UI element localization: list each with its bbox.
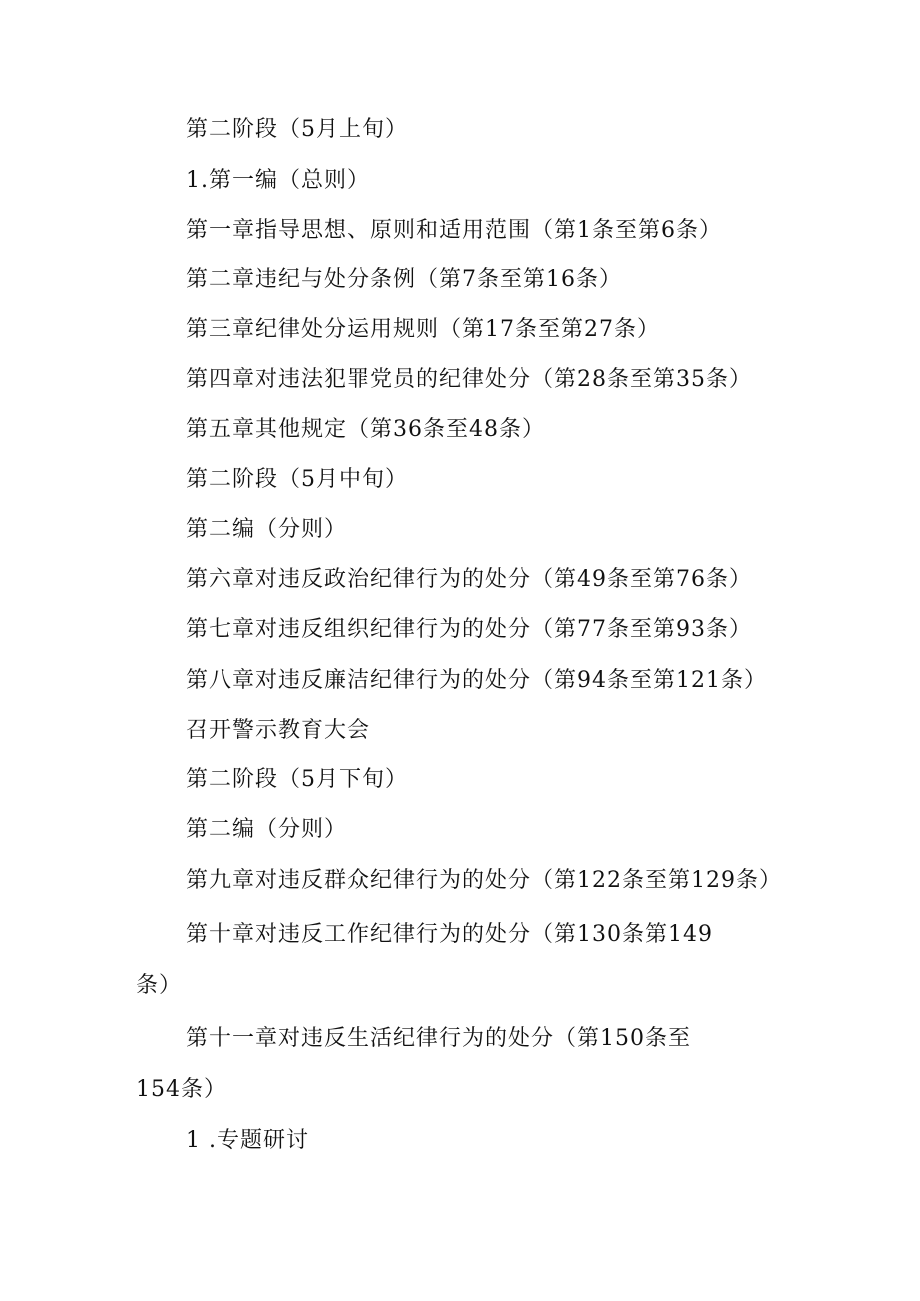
chapter-line-continuation: 条）	[136, 973, 183, 998]
stage-heading: 第二阶段（5月上旬）	[186, 117, 408, 142]
chapter-line: 第十章对违反工作纪律行为的处分（第130条第149	[186, 922, 713, 947]
chapter-line: 第一章指导思想、原则和适用范围（第1条至第6条）	[186, 218, 722, 243]
chapter-line: 第五章其他规定（第36条至48条）	[186, 417, 545, 442]
chapter-line-continuation: 154条）	[136, 1077, 227, 1102]
chapter-line: 第十一章对违反生活纪律行为的处分（第150条至	[186, 1026, 691, 1051]
stage-heading: 第二阶段（5月中旬）	[186, 467, 408, 492]
chapter-line: 第三章纪律处分运用规则（第17条至第27条）	[186, 317, 660, 342]
section-heading: 第二编（分则）	[186, 817, 348, 842]
section-heading: 1.第一编（总则）	[186, 168, 370, 193]
activity-line: 召开警示教育大会	[186, 718, 371, 743]
section-heading: 第二编（分则）	[186, 517, 348, 542]
chapter-line: 第九章对违反群众纪律行为的处分（第122条至第129条）	[186, 868, 782, 893]
chapter-line: 第二章违纪与处分条例（第7条至第16条）	[186, 267, 622, 292]
chapter-line: 第四章对违法犯罪党员的纪律处分（第28条至第35条）	[186, 367, 752, 392]
chapter-line: 第七章对违反组织纪律行为的处分（第77条至第93条）	[186, 617, 752, 642]
chapter-line: 第六章对违反政治纪律行为的处分（第49条至第76条）	[186, 567, 752, 592]
chapter-line: 第八章对违反廉洁纪律行为的处分（第94条至第121条）	[186, 668, 767, 693]
stage-heading: 第二阶段（5月下旬）	[186, 767, 408, 792]
activity-line: 1 .专题研讨	[186, 1128, 309, 1153]
